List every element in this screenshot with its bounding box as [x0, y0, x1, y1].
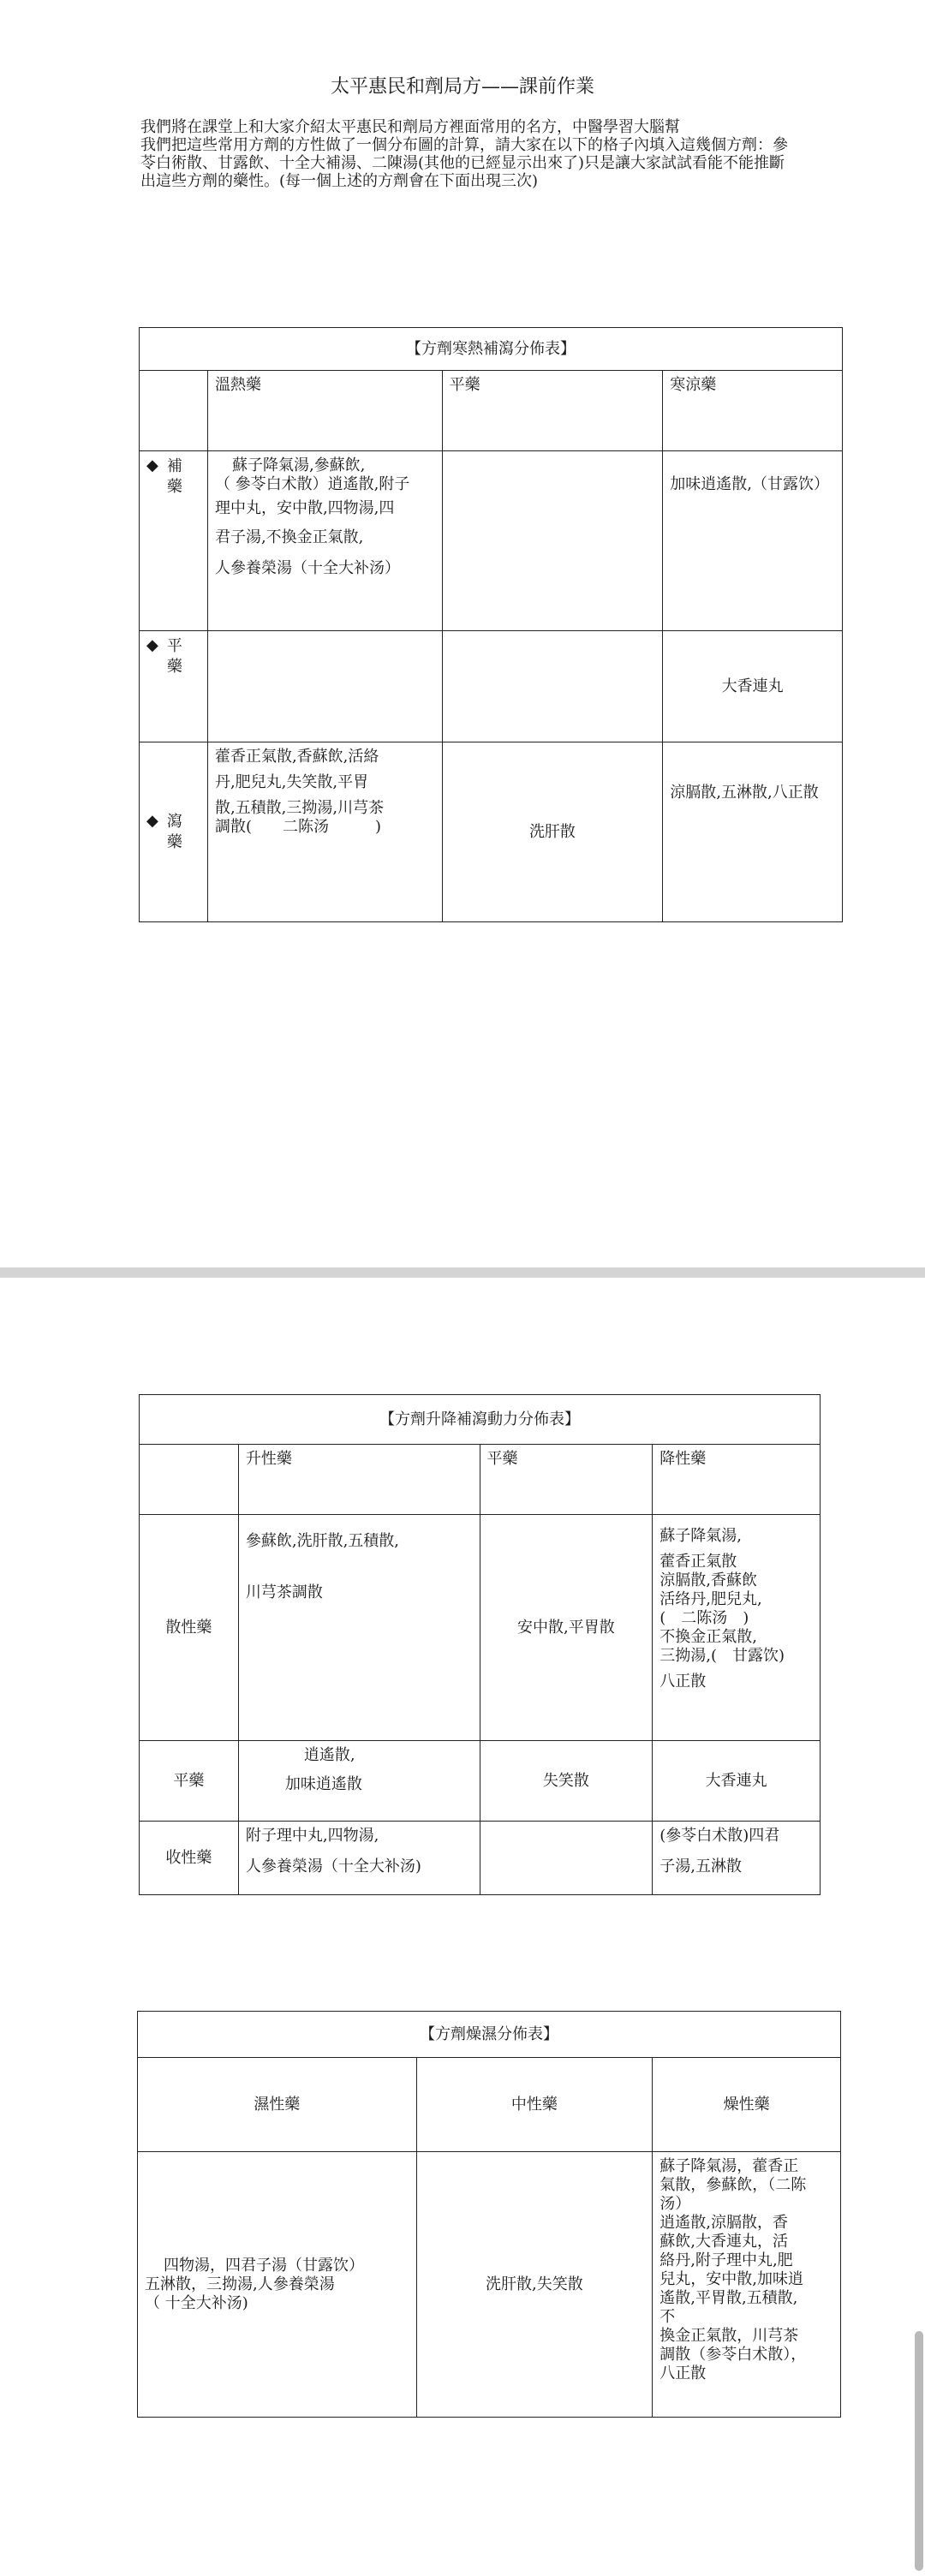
table1-purge-neutral: 洗肝散	[442, 742, 663, 922]
diamond-bullet-icon: ◆	[146, 811, 158, 830]
cell-line: 子湯,五淋散	[659, 1857, 742, 1875]
cell-line: 蘇子降氣湯,	[659, 1527, 742, 1545]
table3-mid-cell: 洗肝散,失笑散	[416, 2152, 653, 2418]
cell-line: 藿香正氣散	[659, 1553, 737, 1571]
cell-line: 八正散	[659, 2364, 707, 2382]
cell-line: 兒丸，安中散,加味逍	[659, 2270, 803, 2288]
cell-line: ( 二陈汤 )	[659, 1609, 749, 1627]
cell-line: 參蘇飲,洗肝散,五積散,	[245, 1532, 400, 1550]
table1-row-label-purge	[140, 742, 208, 922]
vertical-scrollbar[interactable]	[913, 2326, 925, 2576]
cell-line: 散,五積散,三拗湯,川芎茶	[214, 799, 385, 817]
cell-line: （ 十全大补汤)	[145, 2293, 248, 2312]
cell-line: 理中丸，安中散,四物湯,四	[214, 499, 395, 517]
ascend-descend-table	[139, 1394, 821, 1895]
cell-line: 八正散	[659, 1673, 707, 1690]
cell-line: 氣散，參蘇飲，（二陈	[659, 2176, 807, 2194]
cell-line: 三拗湯,( 甘露饮)	[659, 1647, 785, 1665]
table1-purge-warm	[207, 742, 442, 922]
table2-corner	[140, 1445, 239, 1515]
row-label-text: 平藥	[166, 637, 182, 676]
table1-purge-cold: 涼膈散,五淋散,八正散	[663, 742, 843, 922]
cell-line: 藿香正氣散,香蘇飲,活絡	[214, 748, 379, 766]
table2-caption: 【方劑升降補瀉動力分佈表】	[140, 1395, 821, 1445]
table2-row-label-balanced: 平藥	[140, 1741, 239, 1822]
row-label-text: 瀉藥	[166, 812, 182, 851]
table1-corner	[140, 371, 208, 451]
table2-balanced-flat: 失笑散	[480, 1741, 653, 1822]
intro-paragraph-1: 我們將在課堂上和大家介紹太平惠民和劑局方裡面常用的名方，中醫學習大腦幫	[140, 118, 680, 136]
page-separator	[0, 1267, 925, 1278]
cell-line: 逍遙散,涼膈散，香	[659, 2214, 788, 2232]
table3-header-wet: 濕性藥	[138, 2058, 417, 2152]
cell-line: 附子理中丸,四物湯,	[245, 1827, 379, 1845]
table2-row-label-astringe: 收性藥	[140, 1822, 239, 1895]
cell-line: 換金正氣散，川芎茶	[659, 2327, 799, 2345]
table1-caption: 【方劑寒熱補瀉分佈表】	[140, 328, 843, 371]
intro-text	[140, 118, 791, 190]
table1-balanced-warm	[207, 631, 442, 742]
cell-line: 川芎茶調散	[245, 1583, 323, 1601]
cell-line: 涼膈散,香蘇飲	[659, 1571, 757, 1589]
table1-header-warm: 溫熱藥	[207, 371, 442, 451]
cell-line: （ 參苓白术散）逍遙散,附子	[214, 475, 410, 493]
cell-line: 人參養榮湯（十全大补汤）	[214, 559, 400, 577]
table3-dry-cell	[653, 2152, 841, 2418]
cell-line: 蘇子降氣湯，藿香正	[659, 2157, 799, 2175]
table3-header-mid: 中性藥	[416, 2058, 653, 2152]
cell-line: 君子湯,不換金正氣散,	[214, 528, 364, 546]
diamond-bullet-icon: ◆	[146, 636, 158, 654]
cell-line: 不	[659, 2308, 676, 2326]
cell-line: (參苓白术散)四君	[659, 1827, 780, 1845]
cell-line: 汤）	[659, 2195, 691, 2213]
table2-astringe-up	[238, 1822, 480, 1895]
table1-balanced-cold: 大香連丸	[663, 631, 843, 742]
cell-line: 丹,肥兒丸,失笑散,平胃	[214, 773, 369, 791]
table1-tonify-warm	[207, 451, 442, 631]
table2-row-label-disperse: 散性藥	[140, 1515, 239, 1741]
table1-tonify-cold: 加味逍遙散,（甘露饮）	[663, 451, 843, 631]
cell-line: 不換金正氣散,	[659, 1628, 757, 1646]
table3-caption: 【方劑燥濕分佈表】	[138, 2012, 841, 2058]
cell-line: 人參養榮湯（十全大补汤)	[245, 1857, 421, 1875]
intro-paragraph-2: 我們把這些常用方劑的方性做了一個分布圖的計算，請大家在以下的格子內填入這幾個方劑：參苓白術散、甘露飲、十全大補湯、二陳湯(其他的已經显示出來了)只是讓大家試試看能不能推斷出這些方劑的藥性。(每一個上述的方劑會在下面出現三次)	[140, 136, 788, 190]
cell-line: 逍遙散,	[303, 1746, 355, 1764]
table1-row-label-balanced	[140, 631, 208, 742]
cell-line: 蘇子降氣湯,參蘇飲,	[231, 456, 366, 474]
diamond-bullet-icon: ◆	[146, 456, 158, 474]
cell-line: 遙散,平胃散,五積散,	[659, 2289, 798, 2307]
table2-disperse-flat: 安中散,平胃散	[480, 1515, 653, 1741]
table2-astringe-flat	[480, 1822, 653, 1895]
cell-line: 五淋散，三拗湯,人參養榮湯	[145, 2275, 335, 2293]
table2-header-down: 降性藥	[653, 1445, 821, 1515]
scrollbar-thumb[interactable]	[915, 2331, 923, 2571]
cell-line	[246, 1551, 473, 1570]
table2-balanced-up	[238, 1741, 480, 1822]
table2-header-up: 升性藥	[238, 1445, 480, 1515]
row-label-text: 補藥	[166, 457, 182, 496]
cell-line: 調散（参苓白术散），	[659, 2346, 807, 2364]
table1-row-label-tonify	[140, 451, 208, 631]
cell-line: 活络丹,肥兒丸,	[659, 1590, 762, 1608]
cell-line: 調散( 二陈汤 )	[214, 818, 381, 836]
cell-line: 蘇飲,大香連丸，活	[659, 2233, 788, 2251]
table3-wet-cell	[138, 2152, 417, 2418]
page-2	[0, 1278, 925, 2576]
table2-balanced-down: 大香連丸	[653, 1741, 821, 1822]
table2-astringe-down	[653, 1822, 821, 1895]
table2-disperse-down	[653, 1515, 821, 1741]
cold-hot-table	[139, 327, 843, 922]
cell-line: 加味逍遙散	[284, 1775, 362, 1793]
table1-header-cold: 寒涼藥	[663, 371, 843, 451]
cell-line: 絡丹,附子理中丸,肥	[659, 2251, 793, 2269]
table1-tonify-neutral	[442, 451, 663, 631]
table2-disperse-up	[238, 1515, 480, 1741]
cell-line: 四物湯，四君子湯（甘露饮）	[164, 2256, 364, 2275]
table2-header-flat: 平藥	[480, 1445, 653, 1515]
page-title: 太平惠民和劑局方——課前作業	[330, 76, 594, 98]
dry-wet-table	[137, 2011, 841, 2418]
table1-balanced-neutral	[442, 631, 663, 742]
page-1	[0, 0, 925, 1267]
table3-header-dry: 燥性藥	[653, 2058, 841, 2152]
table1-header-neutral: 平藥	[442, 371, 663, 451]
